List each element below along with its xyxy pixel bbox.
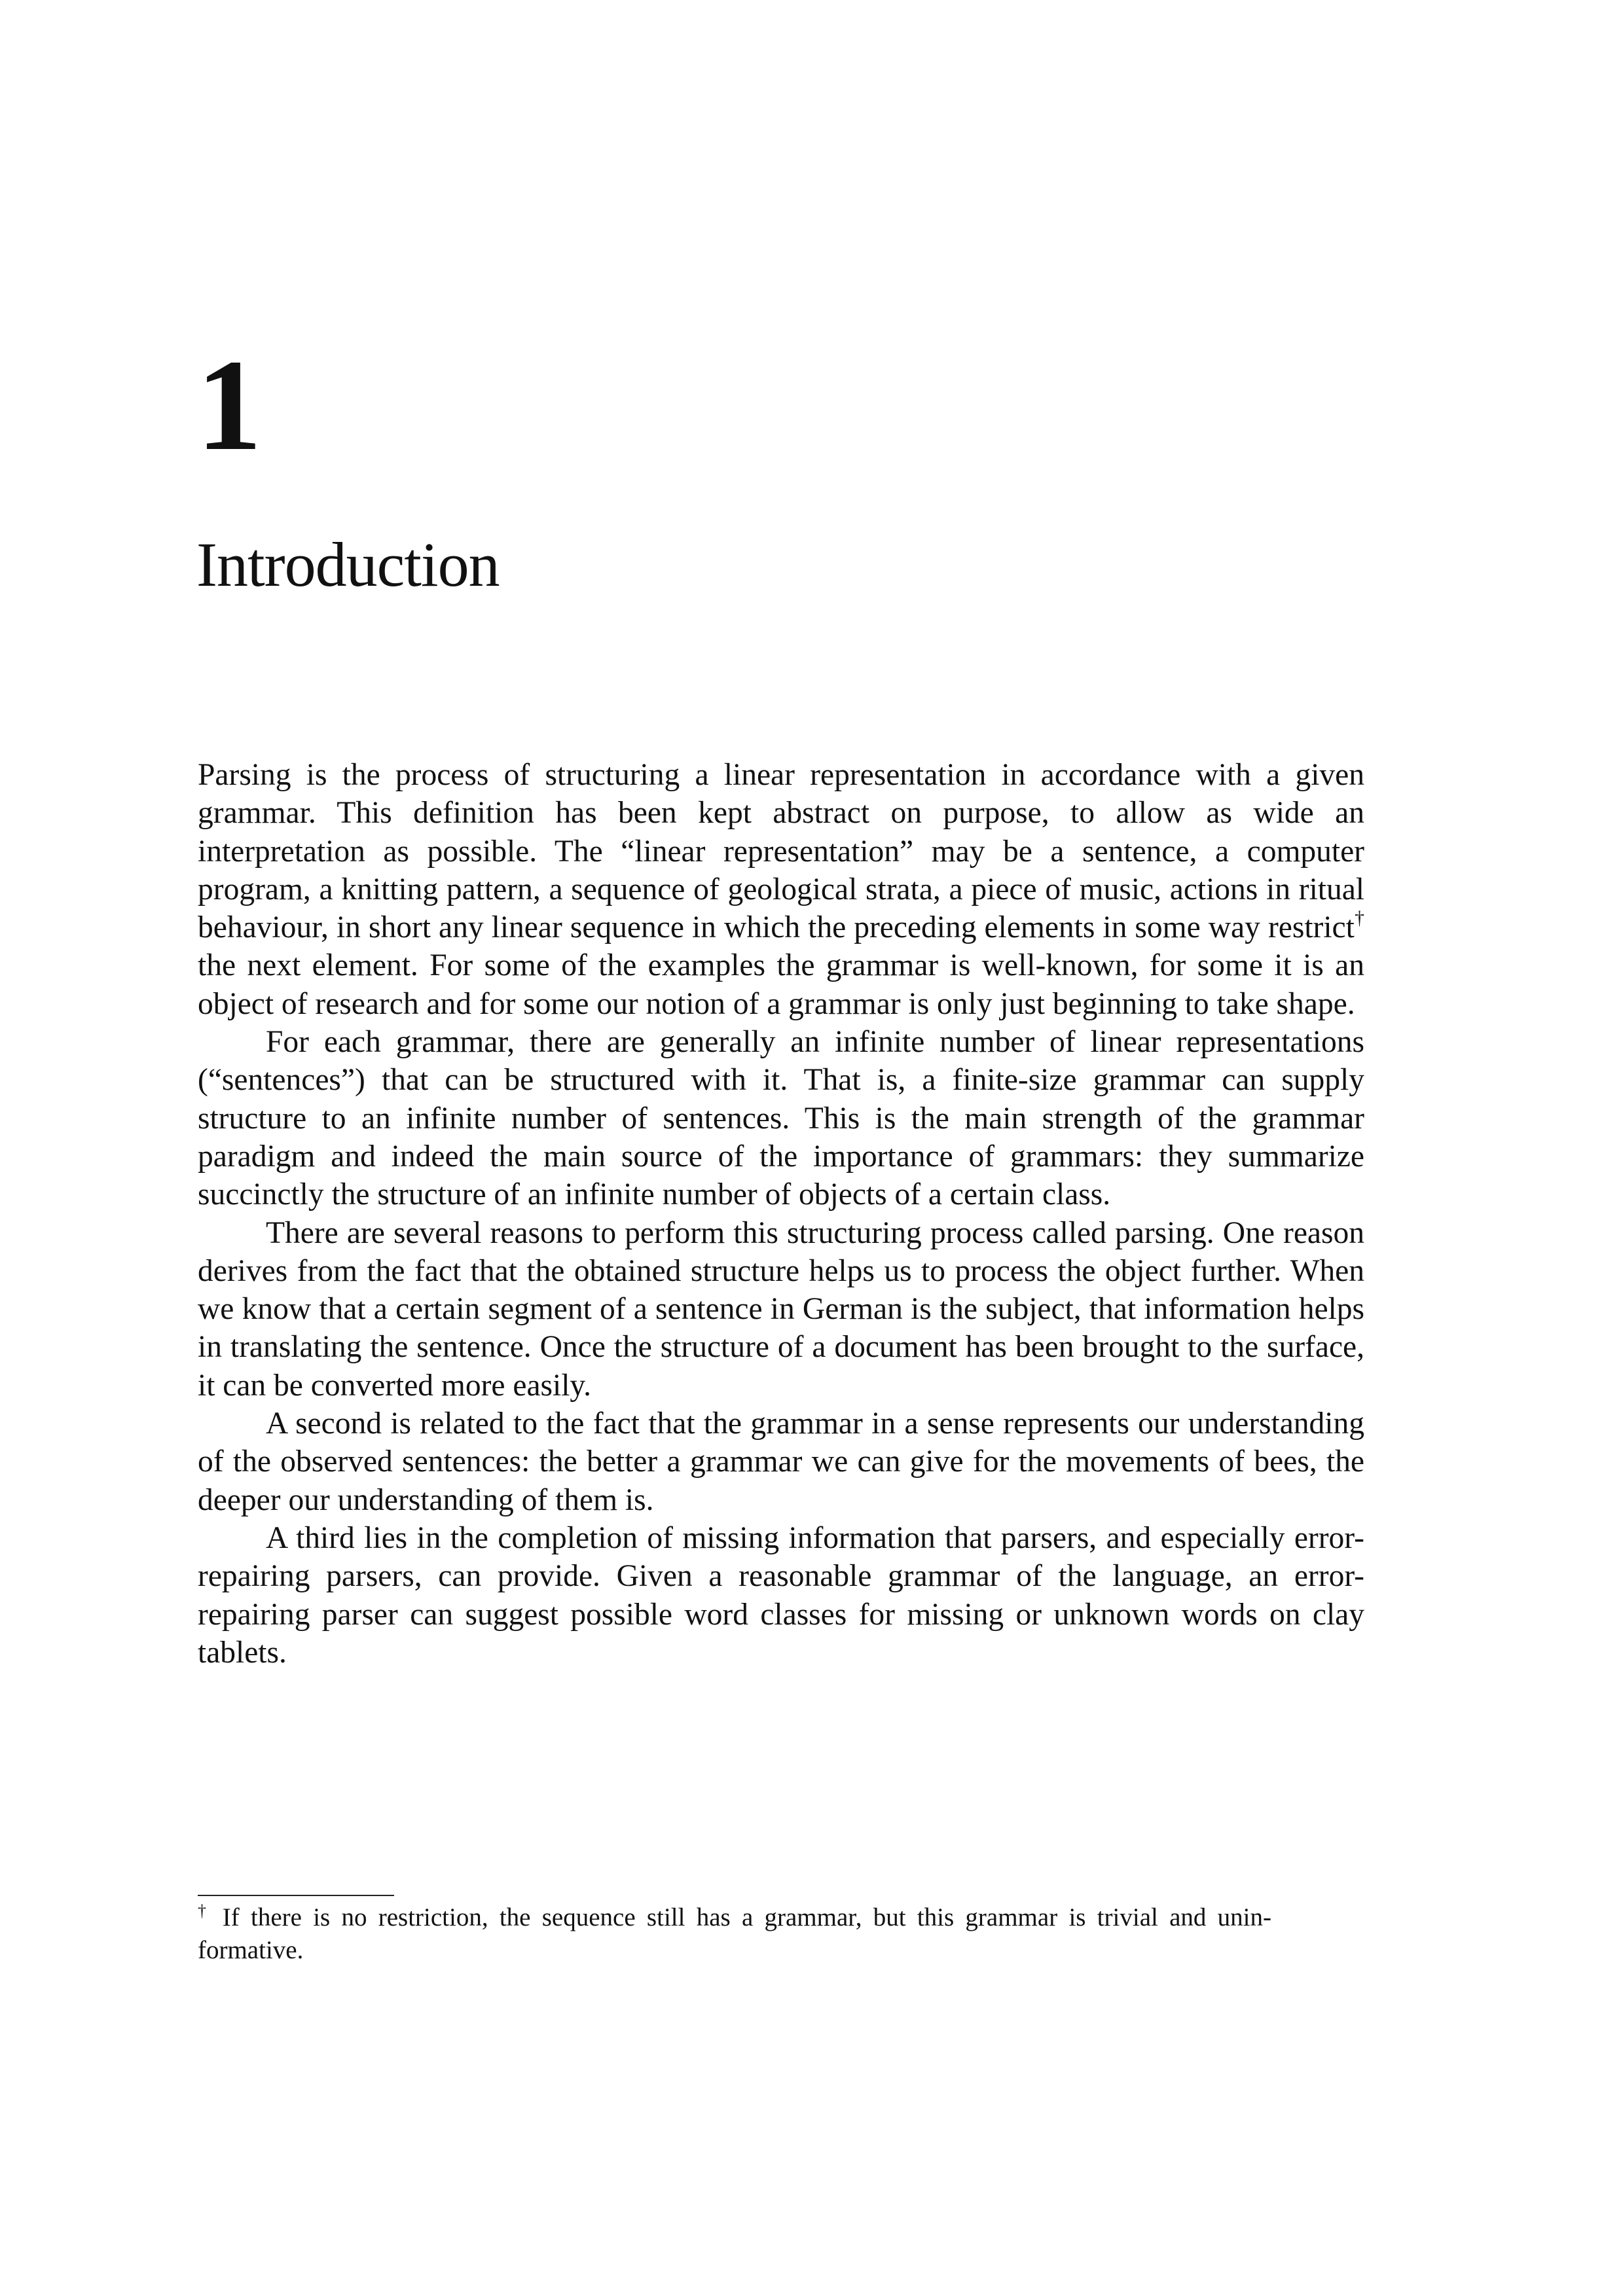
body-text	[198, 756, 1364, 1672]
footnote-divider	[198, 1895, 394, 1896]
paragraph-5: A third lies in the completion of missing information that parsers, and especially error-repairing parsers, can provide. Given a reasonable grammar of the language, an error-repairing parser can suggest possible word classes for missing or unknown words on clay tablets.	[198, 1520, 1364, 1670]
paragraph-4: A second is related to the fact that the grammar in a sense represents our understanding of the observed sentences: the better a grammar we can give for the movements of bees, the deeper our understanding of them is.	[198, 1407, 1364, 1517]
chapter-number: 1	[196, 333, 262, 478]
paragraph-2: For each grammar, there are generally an infinite number of linear representations (“sentences”) that can be structured with it. That is, a finite-size grammar can supply structure to an infinite number of sentences. This is the main strength of the grammar paradigm and indeed the main source of the importance of grammars: they summarize succinctly the structure of an infinite number of objects of a certain class.	[198, 1025, 1364, 1212]
footnote-mark: †	[198, 1901, 211, 1920]
paragraph-3: There are several reasons to perform this structuring process called parsing. One reason derives from the fact that the obtained structure helps us to process the object further. When we know that a certain segment of a sentence in German is the subject, that information helps in translating the sentence. Once the structure of a document has been brought to the surface, it can be converted more easily.	[198, 1215, 1364, 1403]
footnote	[198, 1901, 1271, 1967]
chapter-title: Introduction	[196, 529, 500, 600]
paragraph-1-text-before-mark: Parsing is the process of structuring a linear representation in accordance with a given grammar. This definition has been kept abstract on purpose, to allow as wide an interpretation as possible. The “linear representation” may be a sentence, a computer program, a knitting pattern, a sequence of geological strata, a piece of music, actions in ritual behaviour, in short any linear sequence in which the preceding elements in some way restrict	[198, 758, 1364, 945]
paragraph-1-text-after-mark: the next element. For some of the examples the grammar is well-known, for some it is an object of research and for some our notion of a grammar is only just beginning to take shape.	[198, 948, 1364, 1021]
footnote-reference-mark: †	[1354, 907, 1365, 929]
paragraph-1	[198, 756, 1364, 1023]
footnote-text: If there is no restriction, the sequence still has a grammar, but this grammar is trivial and uninformative.	[198, 1903, 1272, 1964]
